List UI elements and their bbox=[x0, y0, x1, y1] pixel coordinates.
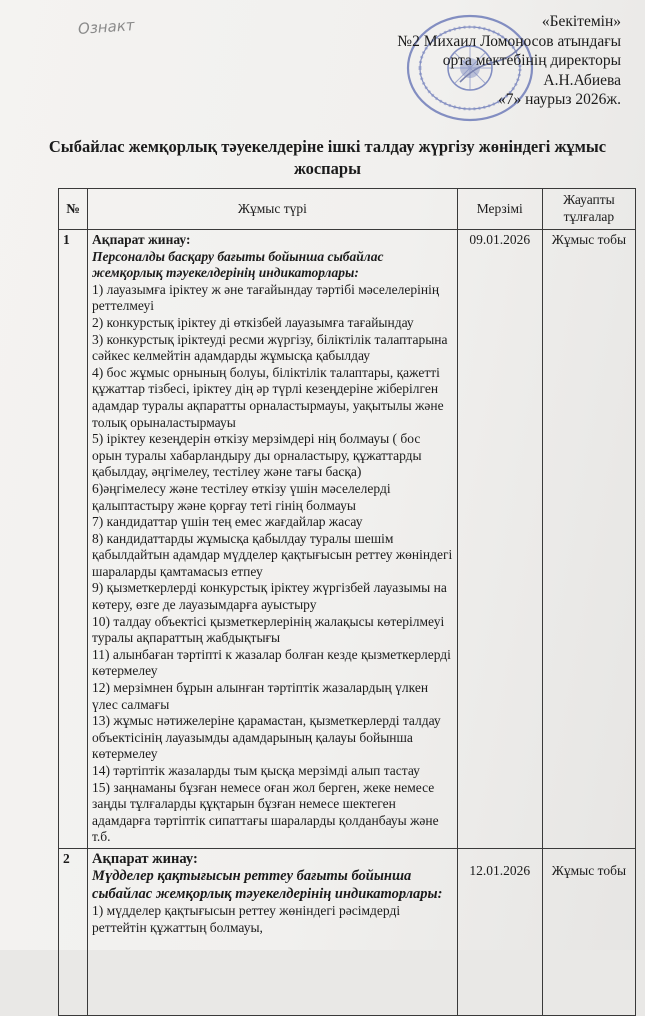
approval-line-4: А.Н.Абиева bbox=[543, 71, 621, 89]
work-plan-table bbox=[58, 188, 636, 1016]
list-item: 4) бос жұмыс орнының болуы, біліктілік талаптары, қажетті құжаттар тізбесі, іріктеу дің әр түрлі кезеңдеріне жіберілген адамдар туралы ақпаратты орналастырмауы, уақытылы және толық орыналастырмауы bbox=[92, 364, 444, 430]
row-work-description bbox=[88, 848, 458, 1015]
table-row bbox=[59, 848, 636, 1015]
header-num: № bbox=[59, 189, 88, 230]
row-number: 1 bbox=[59, 230, 88, 849]
approval-line-3: орта мектебінің директоры bbox=[442, 52, 621, 69]
approval-line-1: «Бекітемін» bbox=[541, 13, 621, 30]
table-row bbox=[59, 230, 636, 849]
header-responsible: Жауапты тұлғалар bbox=[542, 189, 635, 230]
list-item: 2) конкурстық іріктеу ді өткізбей лауазымға тағайындау bbox=[92, 314, 414, 330]
list-item: 3) конкурстық іріктеуді ресми жүргізу, біліктілік талаптарына сәйкес келмейтін адамдарды жұмысқа қабылдау bbox=[92, 331, 448, 364]
list-item: 11) алынбаған тәртіпті к жазалар болған кезде қызметкерлерді көтермелеу bbox=[92, 646, 451, 679]
list-item: 1) лауазымға іріктеу ж әне тағайындау тәртібі мәселелерінің реттелмеуі bbox=[92, 281, 440, 314]
document-title: Сыбайлас жемқорлық тәуекелдеріне ішкі талдау жүргізу жөніндегі жұмыс жоспары bbox=[48, 137, 607, 178]
row-number: 2 bbox=[59, 848, 88, 1015]
row-term: 12.01.2026 bbox=[457, 848, 542, 1015]
header-work-type: Жұмыс түрі bbox=[88, 189, 458, 230]
row-term: 09.01.2026 bbox=[457, 230, 542, 849]
list-item: 5) іріктеу кезеңдерін өткізу мерзімдері нің болмауы ( бос орын туралы хабарландыру ды орналастыру, құжаттарды қабылдау, әңгімелеу, тестілеу және тағы басқа) bbox=[92, 431, 422, 480]
header-term: Мерзімі bbox=[457, 189, 542, 230]
handwritten-note: Ознакт bbox=[77, 16, 136, 38]
section-heading: Ақпарат жинау: bbox=[92, 850, 198, 867]
list-item: 9) қызметкерлерді конкурстық іріктеу жүргізбей лауазымы на көтеру, өзге де лауазымдарға ауыстыру bbox=[92, 580, 447, 613]
list-item: 1) мүдделер қақтығысын реттеу жөніндегі рәсімдерді реттейтін құжаттың болмауы, bbox=[92, 903, 401, 936]
row-responsible: Жұмыс тобы bbox=[542, 230, 635, 849]
list-item: 12) мерзімнен бұрын алынған тәртіптік жазалардың үлкен үлес салмағы bbox=[92, 680, 429, 712]
row-responsible: Жұмыс тобы bbox=[542, 848, 635, 1015]
list-item: 7) кандидаттар үшін тең емес жағдайлар жасау bbox=[92, 514, 363, 530]
list-item: 13) жұмыс нәтижелеріне қарамастан, қызметкерлерді талдау объектісінің лауазымды адамдарының қалауы бойынша көтермелеу bbox=[92, 713, 441, 762]
list-item: 6)әңгімелесу және тестілеу өткізу үшін мәселелерді қалыптастыру және қорғау теті гінің болмауы bbox=[92, 480, 391, 513]
section-subheading: Персоналды басқару бағыты бойынша сыбайлас жемқорлық тәуекелдерінің индикаторлары: bbox=[92, 248, 384, 281]
section-subheading: Мүдделер қақтығысын реттеу бағыты бойынша сыбайлас жемқорлық тәуекелдерінің индикаторлары: bbox=[92, 868, 443, 902]
list-item: 10) талдау объектісі қызметкерлерінің жалақысы көтерілмеуі туралы ақпараттың жабдықтығы bbox=[92, 613, 445, 646]
section-heading: Ақпарат жинау: bbox=[92, 232, 191, 247]
approval-line-2: №2 Михаил Ломоносов атындағы bbox=[397, 32, 621, 50]
list-item: 14) тәртіптік жазаларды тым қысқа мерзімді алып тастау bbox=[92, 763, 420, 778]
row-work-description bbox=[88, 230, 458, 849]
approval-line-5: «7» наурыз 2026ж. bbox=[497, 91, 621, 108]
list-item: 15) заңнаманы бұзған немесе оған жол берген, жеке немесе заңды тұлғаларды құқтарын бұзған немесе шектеген адамдарға тәртіптік сипаттағы шараларды қолданбауы және т.б. bbox=[92, 779, 439, 845]
list-item: 8) кандидаттарды жұмысқа қабылдау туралы шешім қабылдайтын адамдар мүдделер қақтығысын реттеу жөніндегі шараларды қамтамасыз етпеу bbox=[92, 530, 453, 579]
approval-block bbox=[321, 12, 621, 110]
table-header-row bbox=[59, 189, 636, 230]
